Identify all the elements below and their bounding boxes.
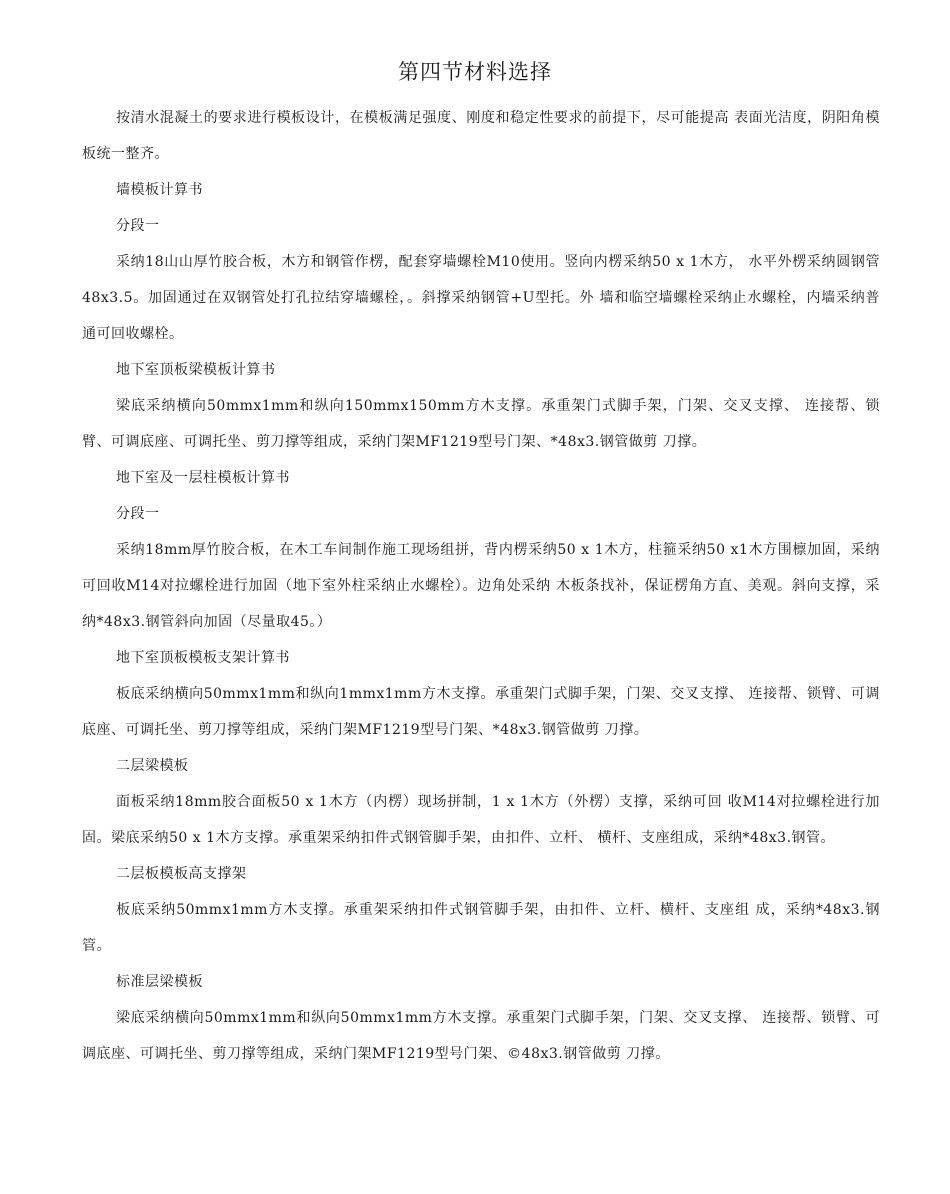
column-formwork-paragraph: 采纳18mm厚竹胶合板，在木工车间制作施工现场组拼，背内楞采纳50 x 1木方，柱箍采纳50 x1木方围檩加固，采纳可回收M14对拉螺栓进行加固（地下室外柱采纳止水螺栓）。边角处采纳 木板条找补，保证楞角方直、美观。斜向支撑，采纳*48x3.钢管斜向加固（尽量取45。）	[82, 542, 880, 630]
section-heading-basement-slab-support: 地下室顶板模板支架计算书	[116, 650, 290, 666]
basement-slab-support-paragraph: 板底采纳横向50mmx1mm和纵向1mmx1mm方木支撑。承重架门式脚手架，门架、交叉支撑、 连接帮、锁臂、可调底座、可调托坐、剪刀撑等组成，采纳门架MF1219型号门架、*48x3.钢管做剪 刀撑。	[82, 686, 880, 738]
wall-formwork-paragraph: 采纳18山山厚竹胶合板，木方和钢管作楞，配套穿墙螺栓M10使用。竖向内楞采纳50 x 1木方， 水平外楞采纳圆钢管48x3.5。加固通过在双钢管处打孔拉结穿墙螺栓，。斜撑采纳钢管+U型托。外 墙和临空墙螺栓采纳止水螺栓，内墙采纳普通可回收螺栓。	[82, 254, 880, 342]
section-heading-second-floor-slab-support: 二层板模板高支撑架	[116, 866, 247, 882]
second-floor-beam-paragraph: 面板采纳18mm胶合面板50 x 1木方（内楞）现场拼制，1 x 1木方（外楞）支撑，采纳可回 收M14对拉螺栓进行加固。梁底采纳50 x 1木方支撑。承重架采纳扣件式钢管脚手架，由扣件、立杆、 横杆、支座组成，采纳*48x3.钢管。	[82, 794, 880, 846]
section-heading-basement-beam: 地下室顶板梁模板计算书	[116, 362, 276, 378]
section-heading-standard-floor-beam: 标准层梁模板	[116, 974, 203, 990]
section-heading-second-floor-beam: 二层梁模板	[116, 758, 189, 774]
section-heading-column-formwork: 地下室及一层柱模板计算书	[116, 470, 290, 486]
section-heading-wall-formwork: 墙模板计算书	[116, 182, 203, 198]
standard-floor-beam-paragraph: 梁底采纳横向50mmx1mm和纵向50mmx1mm方木支撑。承重架门式脚手架，门架、交叉支撑、 连接帮、锁臂、可调底座、可调托坐、剪刀撑等组成，采纳门架MF1219型号门架、©48x3.钢管做剪 刀撑。	[82, 1010, 880, 1062]
basement-beam-paragraph: 梁底采纳横向50mmx1mm和纵向150mmx150mm方木支撑。承重架门式脚手架，门架、交叉支撑、 连接帮、锁臂、可调底座、可调托坐、剪刀撑等组成，采纳门架MF1219型号门架、*48x3.钢管做剪 刀撑。	[82, 398, 880, 450]
second-floor-slab-support-paragraph: 板底采纳50mmx1mm方木支撑。承重架采纳扣件式钢管脚手架，由扣件、立杆、横杆、支座组 成，采纳*48x3.钢管。	[82, 902, 880, 954]
subsection-heading-segment-1: 分段一	[116, 218, 160, 234]
document-body	[82, 100, 880, 1072]
document-title: 第四节材料选择	[398, 60, 552, 84]
subsection-heading-segment-1b: 分段一	[116, 506, 160, 522]
intro-paragraph: 按清水混凝土的要求进行模板设计，在模板满足强度、刚度和稳定性要求的前提下，尽可能提高 表面光洁度，阴阳角模板统一整齐。	[82, 110, 880, 162]
